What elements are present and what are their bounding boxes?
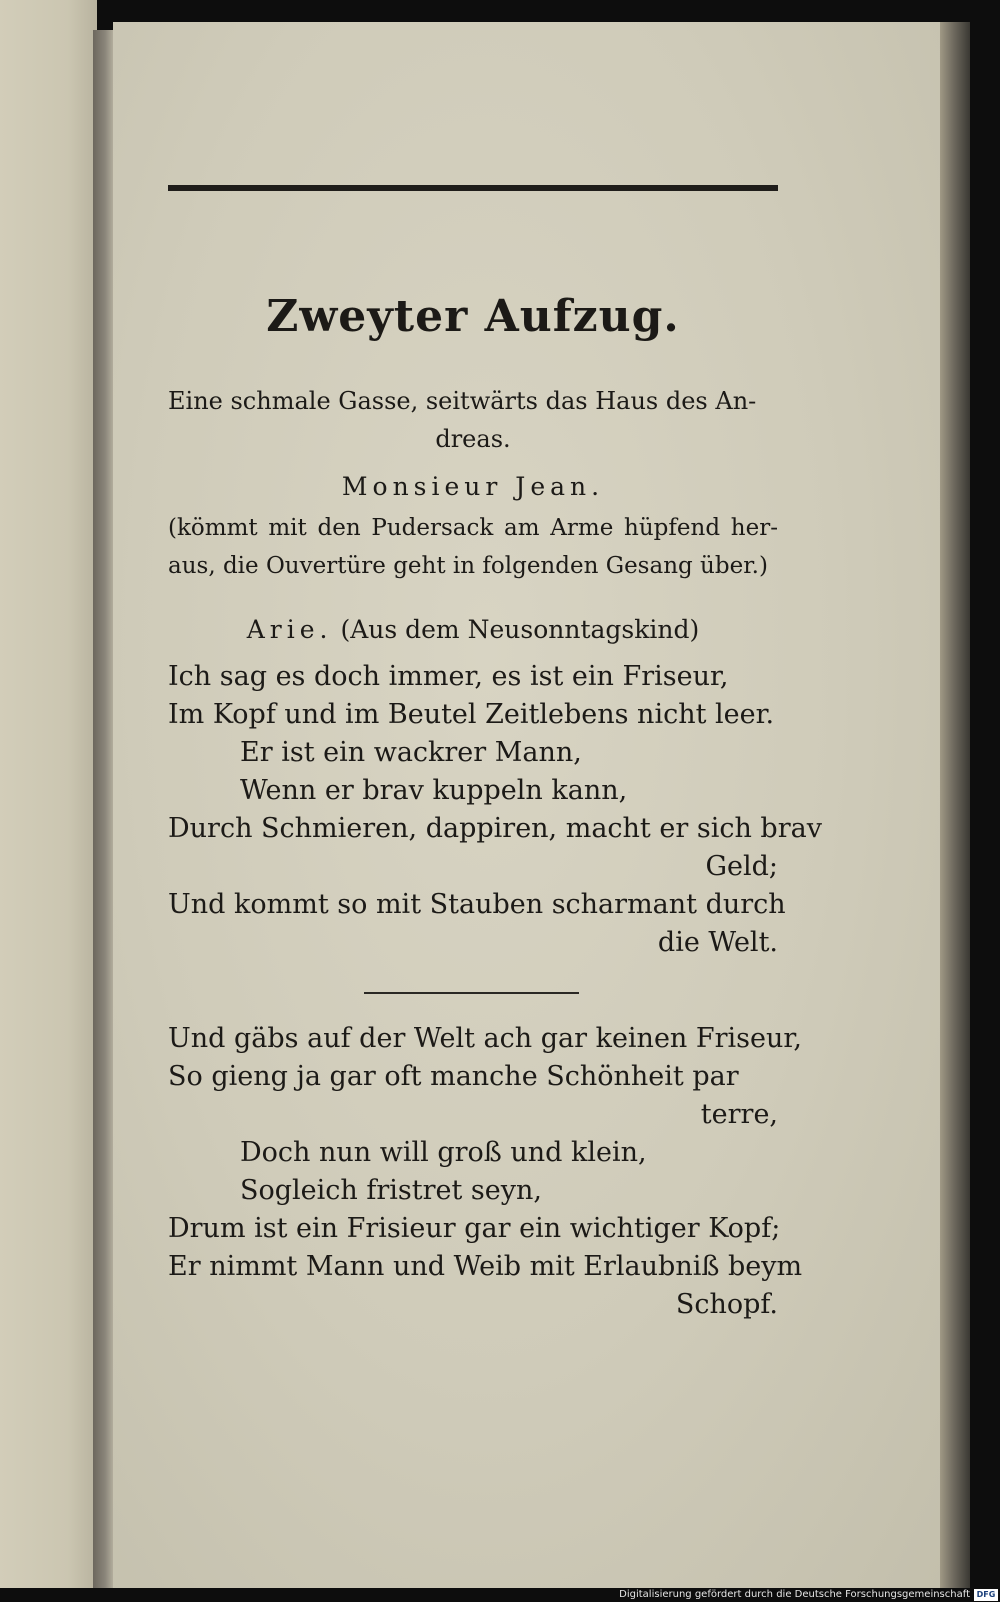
stanza-2: [168, 1020, 803, 1324]
book-gutter: [93, 30, 113, 1590]
stanza-1: [168, 658, 822, 962]
verse-line: Drum ist ein Frisieur gar ein wichtiger Kopf;: [168, 1213, 781, 1244]
verse-line: terre,: [700, 1099, 778, 1130]
verse-line: Und kommt so mit Stauben scharmant durch: [168, 889, 786, 920]
setting-line-1: Eine schmale Gasse, seitwärts das Haus des An-: [168, 387, 757, 415]
footer-credit: Digitalisierung gefördert durch die Deutsche Forschungsgemeinschaft: [619, 1589, 970, 1600]
verse-line: Doch nun will groß und klein,: [240, 1137, 647, 1168]
verse-line: Er ist ein wackrer Mann,: [240, 737, 582, 768]
setting-line-2: dreas.: [435, 425, 511, 453]
verse-line: Ich sag es doch immer, es ist ein Friseur,: [168, 661, 729, 692]
stanza-divider: [364, 992, 579, 994]
verse-line: Und gäbs auf der Welt ach gar keinen Friseur,: [168, 1023, 802, 1054]
verse-line: So gieng ja gar oft manche Schönheit par: [168, 1061, 739, 1092]
top-rule: [168, 185, 778, 191]
verse-line: Durch Schmieren, dappiren, macht er sich brav: [168, 813, 822, 844]
aria-label: Arie.: [246, 615, 333, 644]
verse-line: Sogleich fristret seyn,: [240, 1175, 542, 1206]
page-edge-shadow: [940, 22, 970, 1588]
digitization-footer: [0, 1588, 1000, 1602]
verse-line: die Welt.: [657, 927, 778, 958]
left-page-edge: [0, 0, 97, 1588]
page-content: [168, 185, 822, 1324]
verse-line: Schopf.: [675, 1289, 778, 1320]
verse-line: Wenn er brav kuppeln kann,: [240, 775, 628, 806]
aria-heading: [168, 615, 778, 644]
verse-line: Er nimmt Mann und Weib mit Erlaubniß beym: [168, 1251, 803, 1282]
aria-source: (Aus dem Neusonntagskind): [340, 615, 700, 644]
dfg-logo: DFG: [974, 1589, 998, 1601]
stage-action: (kömmt mit den Pudersack am Arme hüpfend her-aus, die Ouvertüre geht in folgenden Gesang über.): [168, 515, 778, 579]
verse-line: Im Kopf und im Beutel Zeitlebens nicht leer.: [168, 699, 775, 730]
speaker-name: Monsieur Jean.: [341, 472, 605, 501]
act-title: Zweyter Aufzug.: [266, 291, 680, 342]
verse-line: Geld;: [705, 851, 778, 882]
